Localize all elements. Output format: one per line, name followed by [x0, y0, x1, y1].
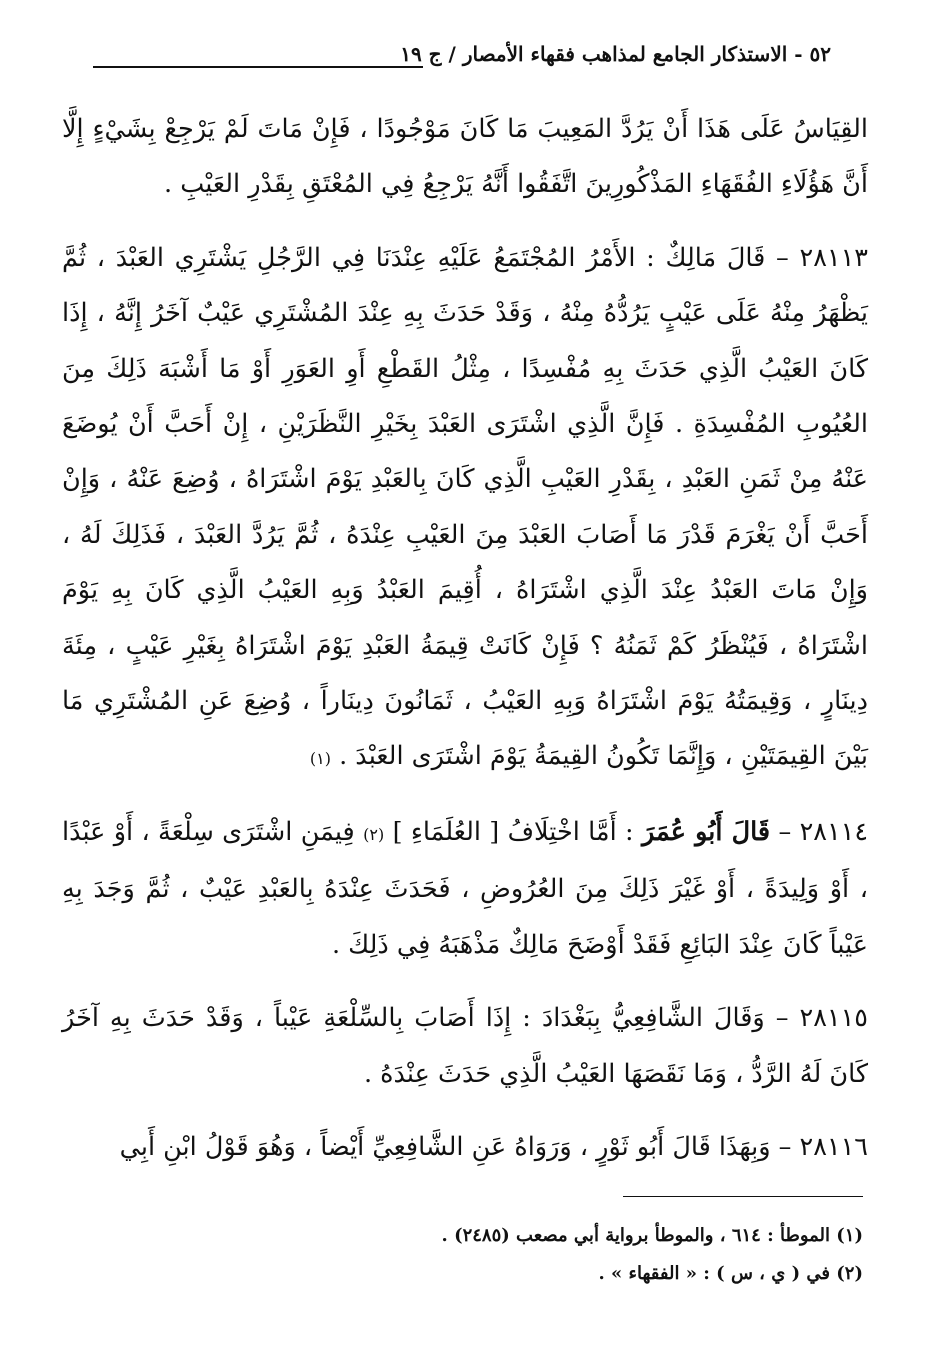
footnote-rule: [623, 1196, 863, 1197]
paragraph-text: وَبِهَذَا قَالَ أَبُو ثَوْرٍ ، وَرَوَاهُ عَنِ الشَّافِعِيِّ أَيْضاً ، وَهُوَ قَوْلُ ابْنِ أَبِي: [119, 1131, 771, 1162]
paragraph-1: [62, 102, 868, 213]
footnotes: [83, 1217, 863, 1293]
footnote-1: (١) الموطأ : ٦١٤ ، والموطأ برواية أبي مصعب (٢٤٨٥) .: [441, 1225, 863, 1246]
paragraph-number: ٢٨١١٤ –: [778, 816, 869, 847]
paragraph-28116: [62, 1120, 868, 1175]
paragraph-text: القِيَاسُ عَلَى هَذَا أَنْ يَرُدَّ المَعِيبَ مَا كَانَ مَوْجُودًا ، فَإِنْ مَاتَ لَمْ يَرْجِعْ بِشَيْءٍ إِلَّا أَنَّ هَؤُلَاءِ الفُقَهَاءِ المَذْكُورِينَ اتَّفَقُوا أَنَّهُ يَرْجِعُ فِي المُعْتَقِ بِقَدْرِ العَيْبِ .: [62, 114, 868, 200]
paragraph-text-lead: : أَمَّا اخْتِلَافُ [ العُلَمَاءِ ]: [392, 816, 634, 847]
footnote-marker: (٢): [363, 824, 385, 844]
paragraph-28114: [62, 805, 868, 973]
speaker-name: قَالَ أَبُو عُمَرَ: [641, 816, 771, 847]
header-rule: [93, 66, 423, 68]
paragraph-text: وَقَالَ الشَّافِعِيُّ بِبَغْدَادَ : إِذَا أَصَابَ بِالسِّلْعَةِ عَيْباً ، وَقَدْ حَدَثَ بِهِ آخَرُ كَانَ لَهُ الرَّدُّ ، وَمَا نَقَصَهَا العَيْبُ الَّذِي حَدَثَ عِنْدَهُ .: [62, 1003, 868, 1089]
footnote-marker: (١): [309, 749, 331, 769]
paragraph-text: قَالَ مَالِكٌ : الأَمْرُ المُجْتَمَعُ عَلَيْهِ عِنْدَنَا فِي الرَّجُلِ يَشْتَرِي العَبْدَ ، ثُمَّ يَظْهَرُ مِنْهُ عَلَى عَيْبٍ يَرُدُّهُ مِنْهُ ، وَقَدْ حَدَثَ بِهِ عِنْدَ المُشْتَرِي عَيْبٌ آخَرُ إِنَّهُ ، إِذَا كَانَ العَيْبُ الَّذِي حَدَثَ بِهِ مُفْسِدًا ، مِثْلُ القَطْعِ أَوِ العَوَرِ أَوْ مَا أَشْبَهَ ذَلِكَ مِنَ العُيُوبِ المُفْسِدَةِ . فَإِنَّ الَّذِي اشْتَرَى العَبْدَ بِخَيْرِ النَّظَرَيْنِ ، إِنْ أَحَبَّ أَنْ يُوضَعَ عَنْهُ مِنْ ثَمَنِ العَبْدِ ، بِقَدْرِ العَيْبِ الَّذِي كَانَ بِالعَبْدِ يَوْمَ اشْتَرَاهُ ، وُضِعَ عَنْهُ ، وَإِنْ أَحَبَّ أَنْ يَغْرَمَ قَدْرَ مَا أَصَابَ العَبْدَ مِنَ العَيْبِ عِنْدَهُ ، ثُمَّ يَرُدَّ العَبْدَ ، فَذَلِكَ لَهُ ، وَإِنْ مَاتَ العَبْدُ عِنْدَ الَّذِي اشْتَرَاهُ ، أُقِيمَ العَبْدُ وَبِهِ العَيْبُ الَّذِي كَانَ بِهِ يَوْمَ اشْتَرَاهُ ، فَيُنْظَرُ كَمْ ثَمَنُهُ ؟ فَإِنْ كَانَتْ قِيمَةُ العَبْدِ يَوْمَ اشْتَرَاهُ بِغَيْرِ عَيْبٍ ، مِئَةَ دِينَارٍ ، وَقِيمَتُهُ يَوْمَ اشْتَرَاهُ وَبِهِ العَيْبُ ، ثَمَانُونَ دِينَاراً ، وُضِعَ عَنِ المُشْتَرِي مَا بَيْنَ القِيمَتَيْنِ ، وَإِنَّمَا تَكُونُ القِيمَةُ يَوْمَ اشْتَرَى العَبْدَ .: [62, 242, 868, 772]
paragraph-28115: [62, 991, 868, 1102]
footnote-2: (٢) في ( ي ، س ) : « الفقهاء » .: [598, 1263, 863, 1284]
running-head: ٥٢ - الاستذكار الجامع لمذاهب فقهاء الأمصار / ج ١٩: [400, 42, 831, 66]
paragraph-number: ٢٨١١٦ –: [778, 1131, 868, 1162]
paragraph-28113: [62, 231, 868, 787]
paragraph-text: فِيمَنِ اشْتَرَى سِلْعَةً ، أَوْ عَبْدًا ، أَوْ وَلِيدَةً ، أَوْ غَيْرَ ذَلِكَ مِنَ العُرُوضِ ، فَحَدَثَ عِنْدَهُ بِالعَبْدِ عَيْبٌ ، ثُمَّ وَجَدَ بِهِ عَيْباً كَانَ عِنْدَ البَائِعِ فَقَدْ أَوْضَحَ مَالِكٌ مَذْهَبَهُ فِي ذَلِكَ .: [62, 816, 868, 960]
body-text: [62, 102, 868, 1193]
paragraph-number: ٢٨١١٥ –: [775, 1003, 868, 1034]
paragraph-number: ٢٨١١٣ –: [776, 242, 868, 273]
